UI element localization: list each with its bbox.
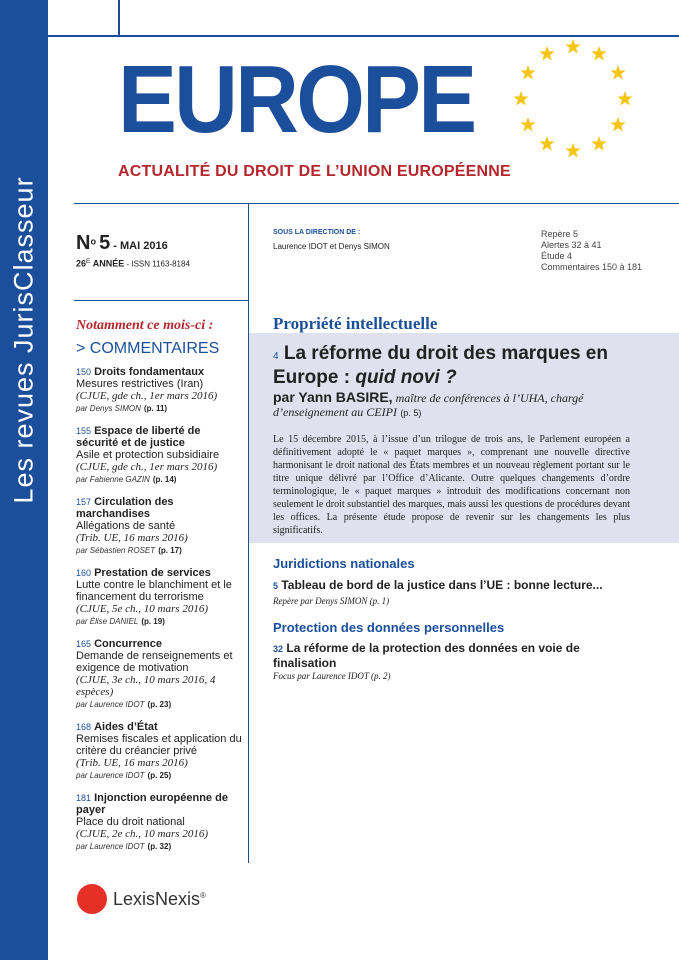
section-title[interactable]: 32 La réforme de la protection des données en voie de finalisation — [273, 641, 580, 670]
masthead-subtitle: ACTUALITÉ DU DROIT DE L’UNION EUROPÉENNE — [118, 163, 511, 180]
feature-title[interactable]: 4 La réforme du droit des marques en Europe : quid novi ? — [273, 343, 608, 388]
star-icon — [520, 117, 535, 131]
star-icon — [591, 46, 606, 60]
star-icon — [539, 46, 554, 60]
list-item[interactable]: 165 Concurrence Demande de renseignements et exigence de motivation (CJUE, 3e ch., 10 mars 2016, 4 espèces) par Laurence IDOT (p. 23) — [76, 638, 233, 709]
publisher-name: LexisNexis® — [113, 888, 206, 909]
section-title[interactable]: 5 Tableau de bord de la justice dans l’UE : bonne lecture... — [273, 578, 603, 592]
list-item[interactable]: 181 Injonction européenne de payer Place du droit national (CJUE, 2e ch., 10 mars 2016) par Laurence IDOT (p. 32) — [76, 792, 228, 851]
commentaires-list — [76, 366, 244, 863]
star-icon — [539, 136, 554, 150]
list-item[interactable]: 157 Circulation des marchandises Allégations de santé (Trib. UE, 16 mars 2016) par Sébastien ROSET (p. 17) — [76, 496, 188, 555]
star-icon — [617, 91, 632, 105]
issue-year: $26^E$ ANNÉE - ISSN 1163-8184 — [76, 258, 190, 269]
divider — [118, 0, 120, 36]
list-item[interactable]: 160 Prestation de services Lutte contre le blanchiment et le financement du terrorisme (CJUE, 5e ch., 10 mars 2016) par Élise DANIEL (p. 19) — [76, 567, 232, 626]
star-icon — [565, 39, 580, 53]
eu-stars-logo — [508, 34, 638, 164]
section-category: Juridictions nationales — [273, 556, 415, 571]
section-byline: Focus par Laurence IDOT (p. 2) — [273, 671, 391, 681]
star-icon — [520, 65, 535, 79]
feature-author: par Yann BASIRE, maître de conférences à l’UHA, chargé d’enseignement au CEIPI (p. 5) — [273, 389, 584, 419]
star-icon — [513, 91, 528, 105]
star-icon — [565, 143, 580, 157]
list-item[interactable]: 150 Droits fondamentaux Mesures restrictives (Iran) (CJUE, gde ch., 1er mars 2016) par Denys SIMON (p. 11) — [76, 366, 218, 413]
section-category: Protection des données personnelles — [273, 620, 505, 635]
section-commentaires: > COMMENTAIRES — [76, 340, 220, 357]
spine-text: Les revues JurisClasseur — [8, 176, 39, 504]
list-item[interactable]: 168 Aides d’État Remises fiscales et application du critère du créancier privé (Trib. UE, 16 mars 2016) par Laurence IDOT (p. 25) — [76, 721, 242, 780]
feature-abstract: Le 15 décembre 2015, à l’issue d’un trilogue de trois ans, le Parlement européen a définitivement adopté le « paquet marques », comprenant une nouvelle directive harmonisant le droit national des États membres et un nouveau règlement portant sur le titre unique délivré par l’Office d’Alicante. Outre quelques changements d’ordre terminologique, le « paquet marques » introduit des modifications concernant non seulement le droit substantiel des marques, mais aussi les questions de procédures devant les offices. La présente étude propose de revenir sur les changements les plus significatifs. — [273, 434, 630, 536]
star-icon — [610, 117, 625, 131]
lexisnexis-icon — [77, 884, 107, 914]
feature-category: Propriété intellectuelle — [273, 314, 438, 333]
reperes-list: Repère 5 Alertes 32 à 41 Étude 4 Commentaires 150 à 181 — [541, 229, 643, 272]
section-byline: Repère par Denys SIMON (p. 1) — [273, 596, 390, 606]
list-item[interactable]: 155 Espace de liberté de sécurité et de justice Asile et protection subsidiaire (CJUE, gde ch., 1er mars 2016) par Fabienne GAZIN (p. 14) — [76, 425, 220, 484]
direction: SOUS LA DIRECTION DE : Laurence IDOT et Denys SIMON — [273, 229, 390, 251]
publisher-logo — [77, 884, 206, 914]
issue-number: $N^o$ 5 - MAI 2016 — [76, 232, 168, 254]
star-icon — [591, 136, 606, 150]
divider — [74, 203, 679, 204]
sidebar-heading: Notamment ce mois-ci : — [76, 318, 214, 333]
masthead-title: EUROPE — [118, 46, 475, 153]
star-icon — [610, 65, 625, 79]
divider — [74, 300, 248, 301]
